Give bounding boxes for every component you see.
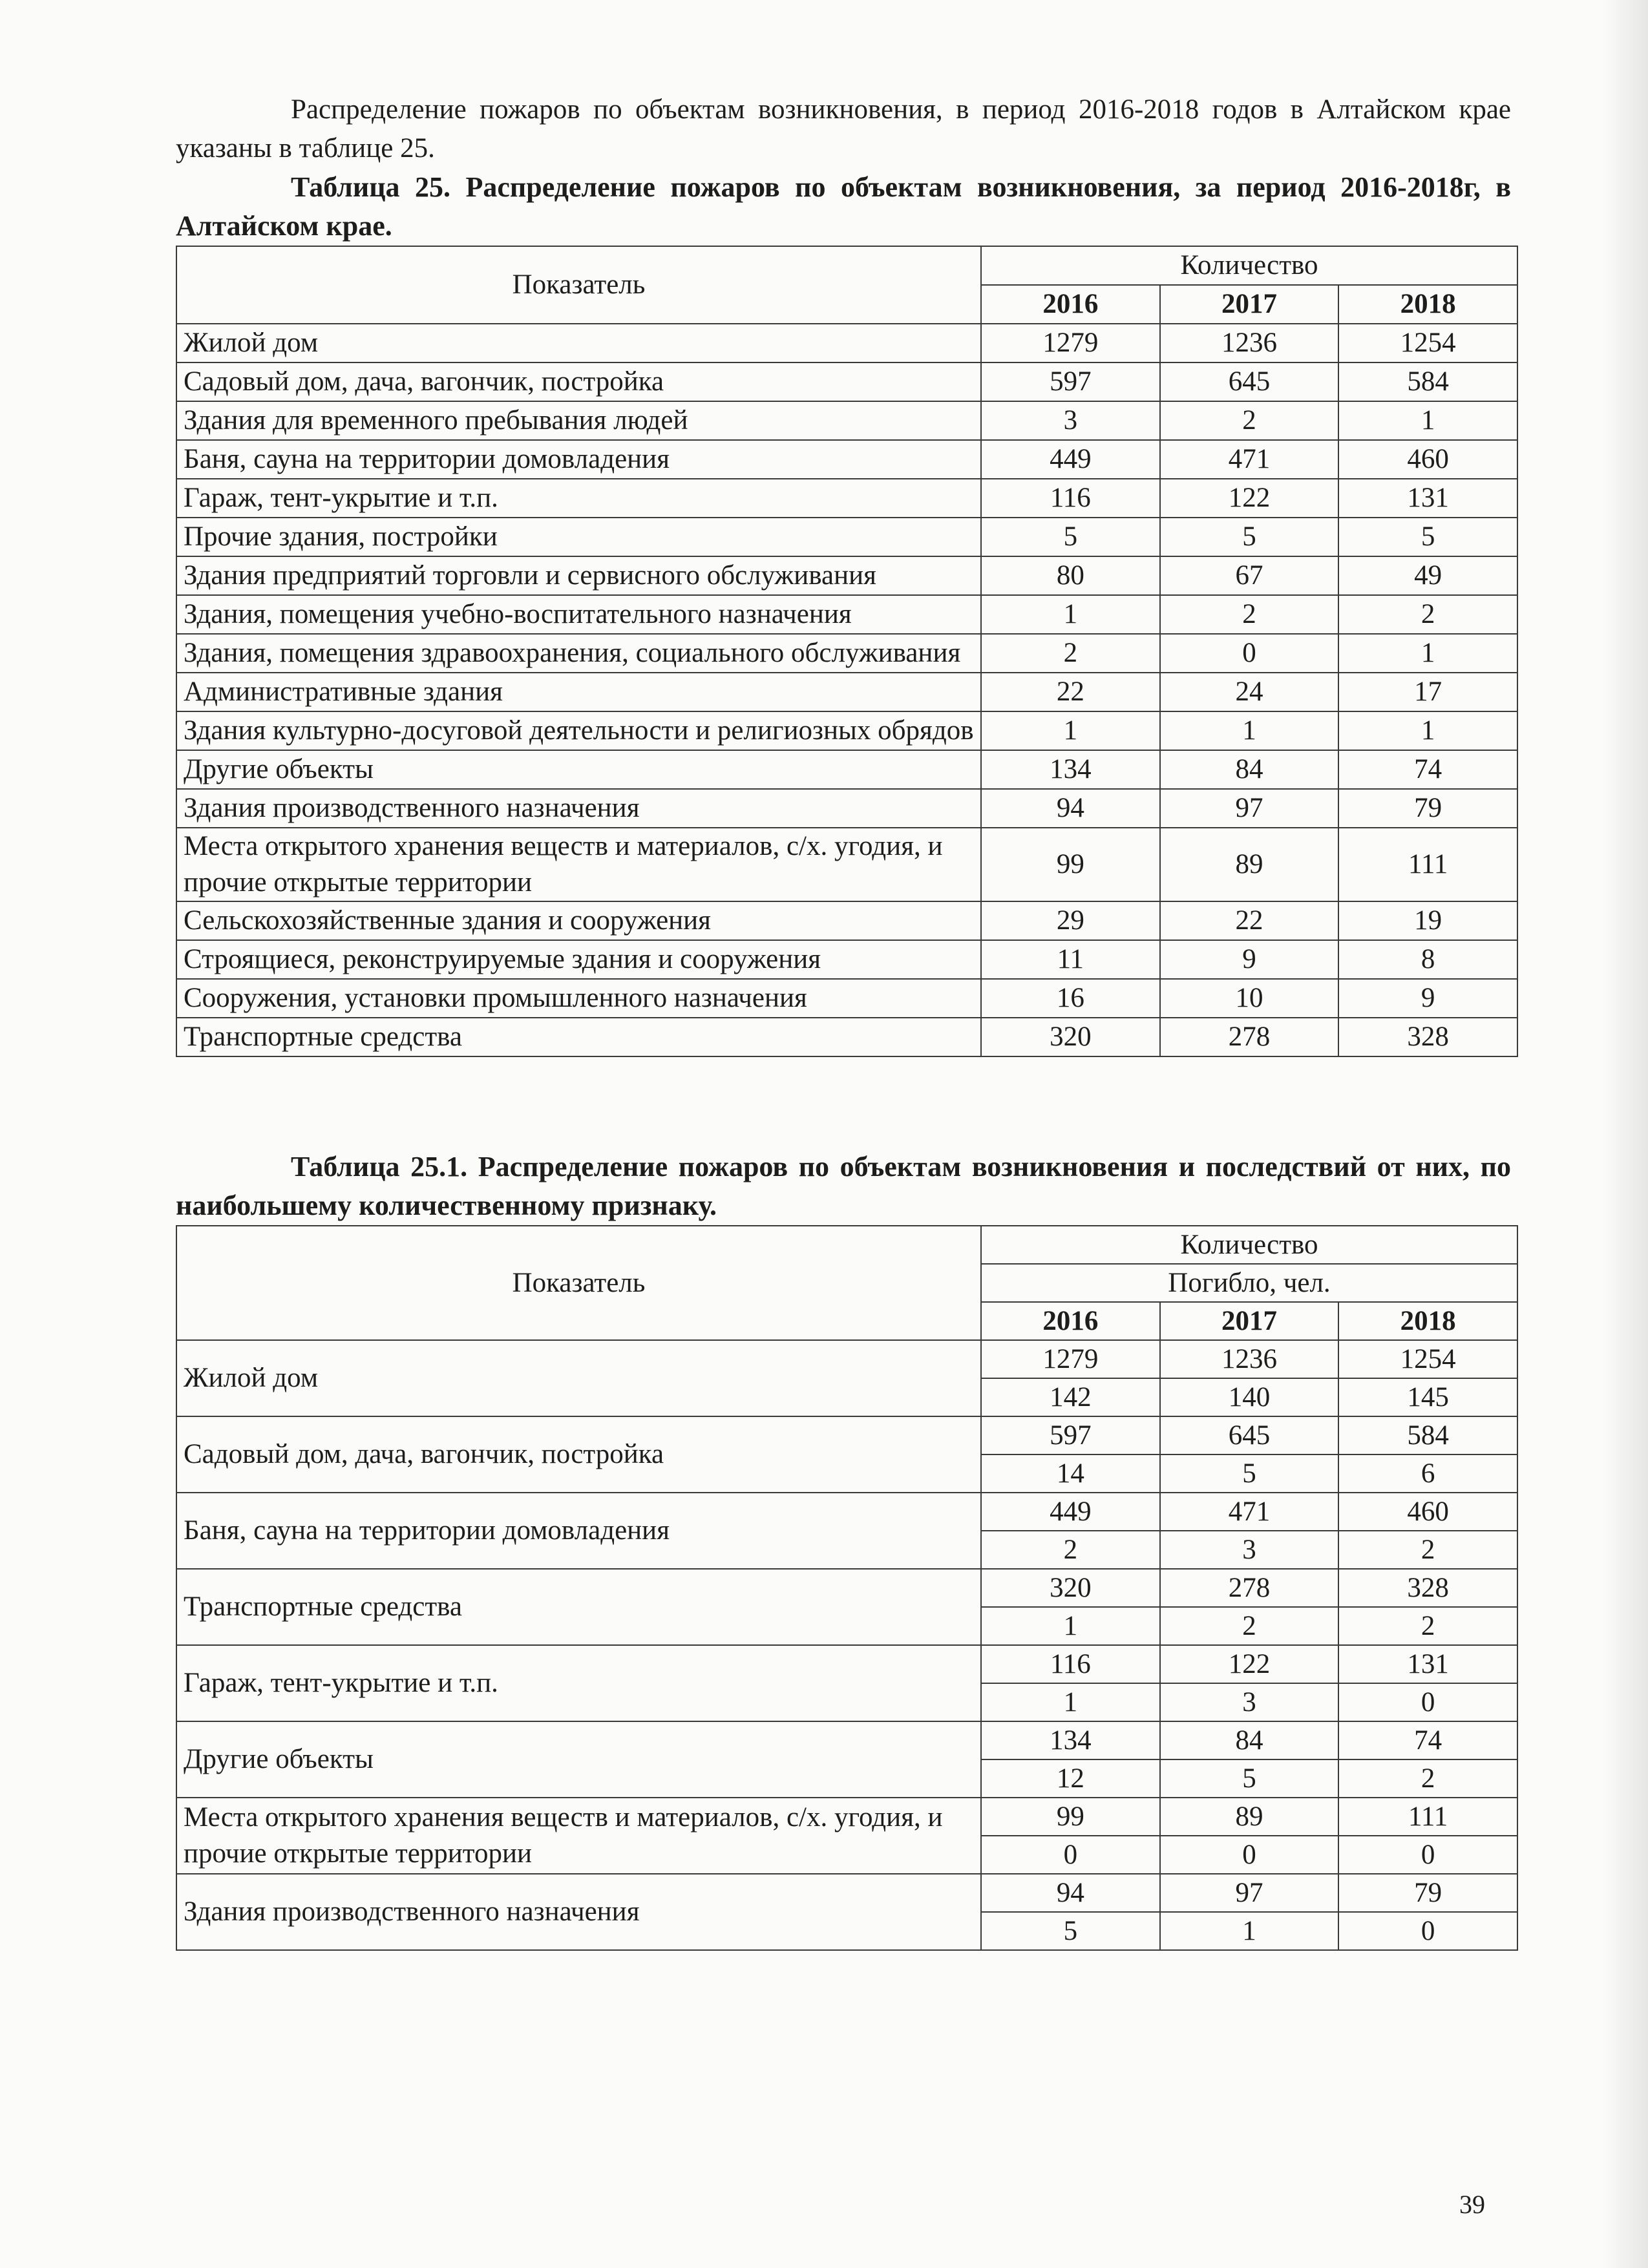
row-count: 328 xyxy=(1338,1569,1517,1607)
row-value: 3 xyxy=(981,401,1160,440)
table-row xyxy=(176,401,1517,440)
row-value: 5 xyxy=(981,518,1160,556)
row-value: 1254 xyxy=(1338,324,1517,362)
row-value: 17 xyxy=(1338,673,1517,711)
table-row xyxy=(176,1569,1517,1607)
row-dead: 1 xyxy=(1160,1912,1339,1950)
row-value: 99 xyxy=(981,828,1160,901)
row-dead: 2 xyxy=(1338,1759,1517,1798)
table1-caption: Таблица 25. Распределение пожаров по объектам возникновения, за период 2016-2018г, в Алтайском крае. xyxy=(176,171,1511,242)
row-label: Места открытого хранения веществ и материалов, с/х. угодия, и прочие открытые территории xyxy=(176,828,981,901)
row-count: 89 xyxy=(1160,1798,1339,1836)
row-count: 278 xyxy=(1160,1569,1339,1607)
row-count: 97 xyxy=(1160,1874,1339,1912)
table-row xyxy=(176,479,1517,518)
row-value: 460 xyxy=(1338,440,1517,479)
row-dead: 12 xyxy=(981,1759,1160,1798)
row-value: 5 xyxy=(1338,518,1517,556)
row-dead: 5 xyxy=(1160,1454,1339,1493)
row-value: 471 xyxy=(1160,440,1339,479)
row-dead: 6 xyxy=(1338,1454,1517,1493)
row-dead: 0 xyxy=(981,1836,1160,1874)
row-label: Жилой дом xyxy=(176,324,981,362)
row-label: Транспортные средства xyxy=(176,1018,981,1056)
row-value: 24 xyxy=(1160,673,1339,711)
row-value: 1 xyxy=(1338,711,1517,750)
table-row xyxy=(176,1340,1517,1378)
row-dead: 2 xyxy=(981,1531,1160,1569)
table-row xyxy=(176,1416,1517,1454)
row-count: 449 xyxy=(981,1493,1160,1531)
row-label: Транспортные средства xyxy=(176,1569,981,1645)
row-value: 278 xyxy=(1160,1018,1339,1056)
row-value: 328 xyxy=(1338,1018,1517,1056)
row-dead: 1 xyxy=(981,1607,1160,1645)
row-label: Здания культурно-досуговой деятельности и религиозных обрядов xyxy=(176,711,981,750)
table1-col-label: Показатель xyxy=(176,246,981,324)
table-row xyxy=(176,1493,1517,1531)
row-value: 67 xyxy=(1160,556,1339,595)
row-dead: 142 xyxy=(981,1378,1160,1416)
table1-year-2018: 2018 xyxy=(1338,285,1517,324)
intro-paragraph: Распределение пожаров по объектам возникновения, в период 2016-2018 годов в Алтайском крае указаны в таблице 25. xyxy=(176,94,1511,163)
row-label: Здания предприятий торговли и сервисного обслуживания xyxy=(176,556,981,595)
row-label: Садовый дом, дача, вагончик, постройка xyxy=(176,1416,981,1493)
row-label: Садовый дом, дача, вагончик, постройка xyxy=(176,362,981,401)
row-dead: 2 xyxy=(1338,1607,1517,1645)
row-count: 1236 xyxy=(1160,1340,1339,1378)
row-dead: 2 xyxy=(1338,1531,1517,1569)
row-label: Гараж, тент-укрытие и т.п. xyxy=(176,479,981,518)
table-row xyxy=(176,1874,1517,1912)
row-count: 320 xyxy=(981,1569,1160,1607)
row-value: 22 xyxy=(1160,901,1339,940)
row-count: 74 xyxy=(1338,1721,1517,1759)
row-label: Здания производственного назначения xyxy=(176,1874,981,1950)
row-label: Здания для временного пребывания людей xyxy=(176,401,981,440)
table-25-1 xyxy=(176,1225,1518,1951)
row-dead: 145 xyxy=(1338,1378,1517,1416)
row-value: 97 xyxy=(1160,789,1339,828)
row-count: 460 xyxy=(1338,1493,1517,1531)
table-row xyxy=(176,750,1517,789)
row-value: 19 xyxy=(1338,901,1517,940)
row-count: 131 xyxy=(1338,1645,1517,1683)
row-value: 11 xyxy=(981,940,1160,979)
row-value: 49 xyxy=(1338,556,1517,595)
row-label: Строящиеся, реконструируемые здания и сооружения xyxy=(176,940,981,979)
row-value: 134 xyxy=(981,750,1160,789)
table-row xyxy=(176,1018,1517,1056)
row-value: 584 xyxy=(1338,362,1517,401)
row-dead: 0 xyxy=(1160,1836,1339,1874)
row-value: 645 xyxy=(1160,362,1339,401)
table-row xyxy=(176,979,1517,1018)
row-value: 0 xyxy=(1160,634,1339,673)
table-row xyxy=(176,595,1517,634)
row-label: Жилой дом xyxy=(176,1340,981,1416)
row-dead: 3 xyxy=(1160,1531,1339,1569)
table-row xyxy=(176,634,1517,673)
row-dead: 0 xyxy=(1338,1836,1517,1874)
row-value: 2 xyxy=(1160,401,1339,440)
row-value: 74 xyxy=(1338,750,1517,789)
row-label: Сельскохозяйственные здания и сооружения xyxy=(176,901,981,940)
row-value: 10 xyxy=(1160,979,1339,1018)
table-row xyxy=(176,324,1517,362)
table2-body xyxy=(176,1340,1517,1950)
row-count: 471 xyxy=(1160,1493,1339,1531)
table-25 xyxy=(176,246,1518,1057)
row-dead: 5 xyxy=(1160,1759,1339,1798)
row-label: Прочие здания, постройки xyxy=(176,518,981,556)
row-dead: 140 xyxy=(1160,1378,1339,1416)
table1-year-2017: 2017 xyxy=(1160,285,1339,324)
row-value: 116 xyxy=(981,479,1160,518)
row-label: Другие объекты xyxy=(176,750,981,789)
row-label: Баня, сауна на территории домовладения xyxy=(176,1493,981,1569)
row-count: 79 xyxy=(1338,1874,1517,1912)
row-label: Места открытого хранения веществ и материалов, с/х. угодия, и прочие открытые территории xyxy=(176,1798,981,1874)
row-value: 89 xyxy=(1160,828,1339,901)
row-value: 122 xyxy=(1160,479,1339,518)
row-count: 99 xyxy=(981,1798,1160,1836)
table-row xyxy=(176,901,1517,940)
row-count: 94 xyxy=(981,1874,1160,1912)
table-row xyxy=(176,362,1517,401)
row-value: 79 xyxy=(1338,789,1517,828)
row-value: 449 xyxy=(981,440,1160,479)
row-value: 16 xyxy=(981,979,1160,1018)
row-count: 111 xyxy=(1338,1798,1517,1836)
row-count: 645 xyxy=(1160,1416,1339,1454)
table1-body xyxy=(176,324,1517,1056)
row-value: 22 xyxy=(981,673,1160,711)
row-value: 1 xyxy=(1338,634,1517,673)
row-value: 84 xyxy=(1160,750,1339,789)
row-label: Баня, сауна на территории домовладения xyxy=(176,440,981,479)
row-label: Здания производственного назначения xyxy=(176,789,981,828)
table1-year-2016: 2016 xyxy=(981,285,1160,324)
row-value: 9 xyxy=(1160,940,1339,979)
row-count: 122 xyxy=(1160,1645,1339,1683)
row-label: Здания, помещения учебно-воспитательного назначения xyxy=(176,595,981,634)
row-value: 2 xyxy=(1160,595,1339,634)
row-count: 134 xyxy=(981,1721,1160,1759)
row-label: Административные здания xyxy=(176,673,981,711)
table2-year-2017: 2017 xyxy=(1160,1302,1339,1340)
row-dead: 5 xyxy=(981,1912,1160,1950)
row-dead: 2 xyxy=(1160,1607,1339,1645)
table-row xyxy=(176,940,1517,979)
row-value: 1 xyxy=(1160,711,1339,750)
row-dead: 1 xyxy=(981,1683,1160,1721)
table-row xyxy=(176,556,1517,595)
table2-group-label: Количество xyxy=(981,1226,1517,1264)
row-count: 584 xyxy=(1338,1416,1517,1454)
row-value: 131 xyxy=(1338,479,1517,518)
table2-sub-label: Погибло, чел. xyxy=(981,1264,1517,1302)
row-value: 2 xyxy=(1338,595,1517,634)
row-value: 1 xyxy=(1338,401,1517,440)
row-dead: 0 xyxy=(1338,1683,1517,1721)
row-dead: 14 xyxy=(981,1454,1160,1493)
row-value: 8 xyxy=(1338,940,1517,979)
row-value: 5 xyxy=(1160,518,1339,556)
table-row xyxy=(176,1798,1517,1836)
table2-year-2018: 2018 xyxy=(1338,1302,1517,1340)
row-value: 320 xyxy=(981,1018,1160,1056)
row-value: 1279 xyxy=(981,324,1160,362)
row-dead: 3 xyxy=(1160,1683,1339,1721)
table-row xyxy=(176,828,1517,901)
row-value: 29 xyxy=(981,901,1160,940)
table-row xyxy=(176,518,1517,556)
row-value: 111 xyxy=(1338,828,1517,901)
row-label: Здания, помещения здравоохранения, социального обслуживания xyxy=(176,634,981,673)
row-value: 9 xyxy=(1338,979,1517,1018)
table2-caption: Таблица 25.1. Распределение пожаров по объектам возникновения и последствий от них, по наибольшему количественному признаку. xyxy=(176,1151,1511,1221)
row-value: 1236 xyxy=(1160,324,1339,362)
row-dead: 0 xyxy=(1338,1912,1517,1950)
table2-year-2016: 2016 xyxy=(981,1302,1160,1340)
row-count: 597 xyxy=(981,1416,1160,1454)
page-edge-shadow xyxy=(1603,0,1648,2268)
table-row xyxy=(176,673,1517,711)
table-row xyxy=(176,789,1517,828)
table-row xyxy=(176,1645,1517,1683)
document-body xyxy=(176,90,1511,1951)
table1-group-label: Количество xyxy=(981,246,1517,285)
row-value: 94 xyxy=(981,789,1160,828)
row-label: Другие объекты xyxy=(176,1721,981,1798)
row-count: 1279 xyxy=(981,1340,1160,1378)
row-value: 1 xyxy=(981,595,1160,634)
row-count: 84 xyxy=(1160,1721,1339,1759)
row-label: Сооружения, установки промышленного назначения xyxy=(176,979,981,1018)
row-count: 116 xyxy=(981,1645,1160,1683)
table2-col-label: Показатель xyxy=(176,1226,981,1340)
row-label: Гараж, тент-укрытие и т.п. xyxy=(176,1645,981,1721)
row-value: 80 xyxy=(981,556,1160,595)
table-row xyxy=(176,1721,1517,1759)
page-number: 39 xyxy=(1459,2190,1485,2219)
row-value: 2 xyxy=(981,634,1160,673)
table-row xyxy=(176,711,1517,750)
row-value: 597 xyxy=(981,362,1160,401)
row-count: 1254 xyxy=(1338,1340,1517,1378)
row-value: 1 xyxy=(981,711,1160,750)
table-row xyxy=(176,440,1517,479)
